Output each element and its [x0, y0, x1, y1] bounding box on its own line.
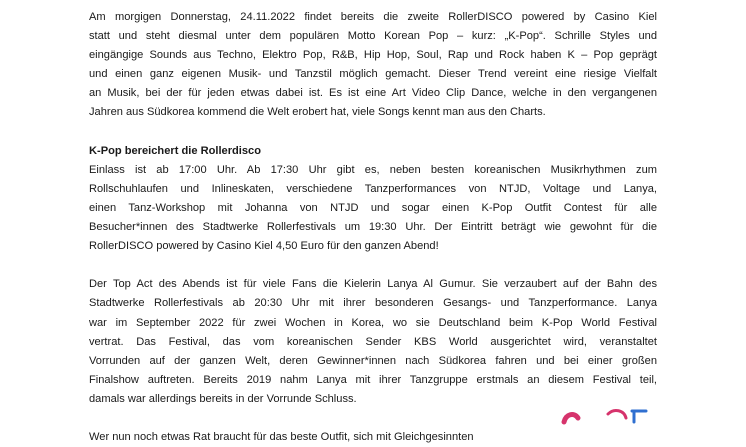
text-line: Vorrunden auf der ganzen Welt, deren Gewinner*innen nach Südkorea fahren und bei einer großen [89, 354, 657, 367]
partner-logo-icon [562, 408, 652, 422]
text-line: vertrat. Das Festival, das vom koreanischen Sender KBS World ausgerichtet wird, veranstaltet [89, 335, 657, 348]
text-line: statt und steht diesmal unter dem populären Motto Korean Pop – kurz: „K-Pop“. Schrille Styles und [89, 30, 657, 43]
text-line: Wer nun noch etwas Rat braucht für das beste Outfit, sich mit Gleichgesinnten [89, 431, 474, 444]
text-line: Jahren aus Südkorea kommend die Welt erobert hat, viele Songs kennt man aus den Charts. [89, 106, 546, 119]
paragraph-intro [89, 8, 657, 123]
text-line: Rollschuhlaufen und Inlineskaten, verschiedene Tanzperformances von NTJD, Voltage und Lanya, [89, 182, 657, 195]
text-line: Besucher*innen des Stadtwerke Rollerfestivals um 19:30 Uhr. Der Eintritt beträgt wie gewohnt für die [89, 221, 657, 234]
text-line: und einen ganz eigenen Musik- und Tanzstil möglich gemacht. Dieser Trend vereint eine riesige Vielfalt [89, 68, 657, 81]
paragraph-outfit [89, 428, 657, 447]
text-line: an Musik, bei der für jeden etwas dabei ist. Es ist eine Art Video Clip Dance, welche in den vergangenen [89, 87, 657, 100]
text-line: war im September 2022 für zwei Wochen in Korea, wo sie Deutschland beim K-Pop World Festival [89, 316, 657, 329]
paragraph-top-act [89, 275, 657, 409]
press-release-page [89, 8, 657, 447]
section-heading: K-Pop bereichert die Rollerdisco [89, 144, 261, 157]
paragraph-schedule [89, 161, 657, 256]
text-line: Stadtwerke Rollerfestivals ab 20:30 Uhr mit ihrer besonderen Gesangs- und Tanzperformance. Lanya [89, 297, 657, 310]
text-line: einen Tanz-Workshop mit Johanna von NTJD und sogar einen K-Pop Outfit Contest für alle [89, 201, 657, 214]
text-line: Am morgigen Donnerstag, 24.11.2022 findet bereits die zweite RollerDISCO powered by Casino Kiel [89, 11, 657, 23]
text-line: eingängige Sounds aus Techno, Elektro Pop, R&B, Hip Hop, Soul, Rap und Rock haben K – Pop geprägt [89, 49, 657, 62]
text-line: Einlass ist ab 17:00 Uhr. Ab 17:30 Uhr gibt es, neben besten koreanischen Musikrhythmen zum [89, 163, 657, 176]
text-line: Finalshow auftreten. Bereits 2019 nahm Lanya mit ihrer Tanzgruppe erstmals an diesem Festival teil, [89, 373, 657, 386]
text-line: damals war allerdings bereits in der Vorrunde Schluss. [89, 392, 357, 405]
text-line: RollerDISCO powered by Casino Kiel 4,50 Euro für den ganzen Abend! [89, 240, 439, 253]
text-line: Der Top Act des Abends ist für viele Fans die Kielerin Lanya Al Gumur. Sie verzaubert auf der Bahn des [89, 278, 657, 291]
